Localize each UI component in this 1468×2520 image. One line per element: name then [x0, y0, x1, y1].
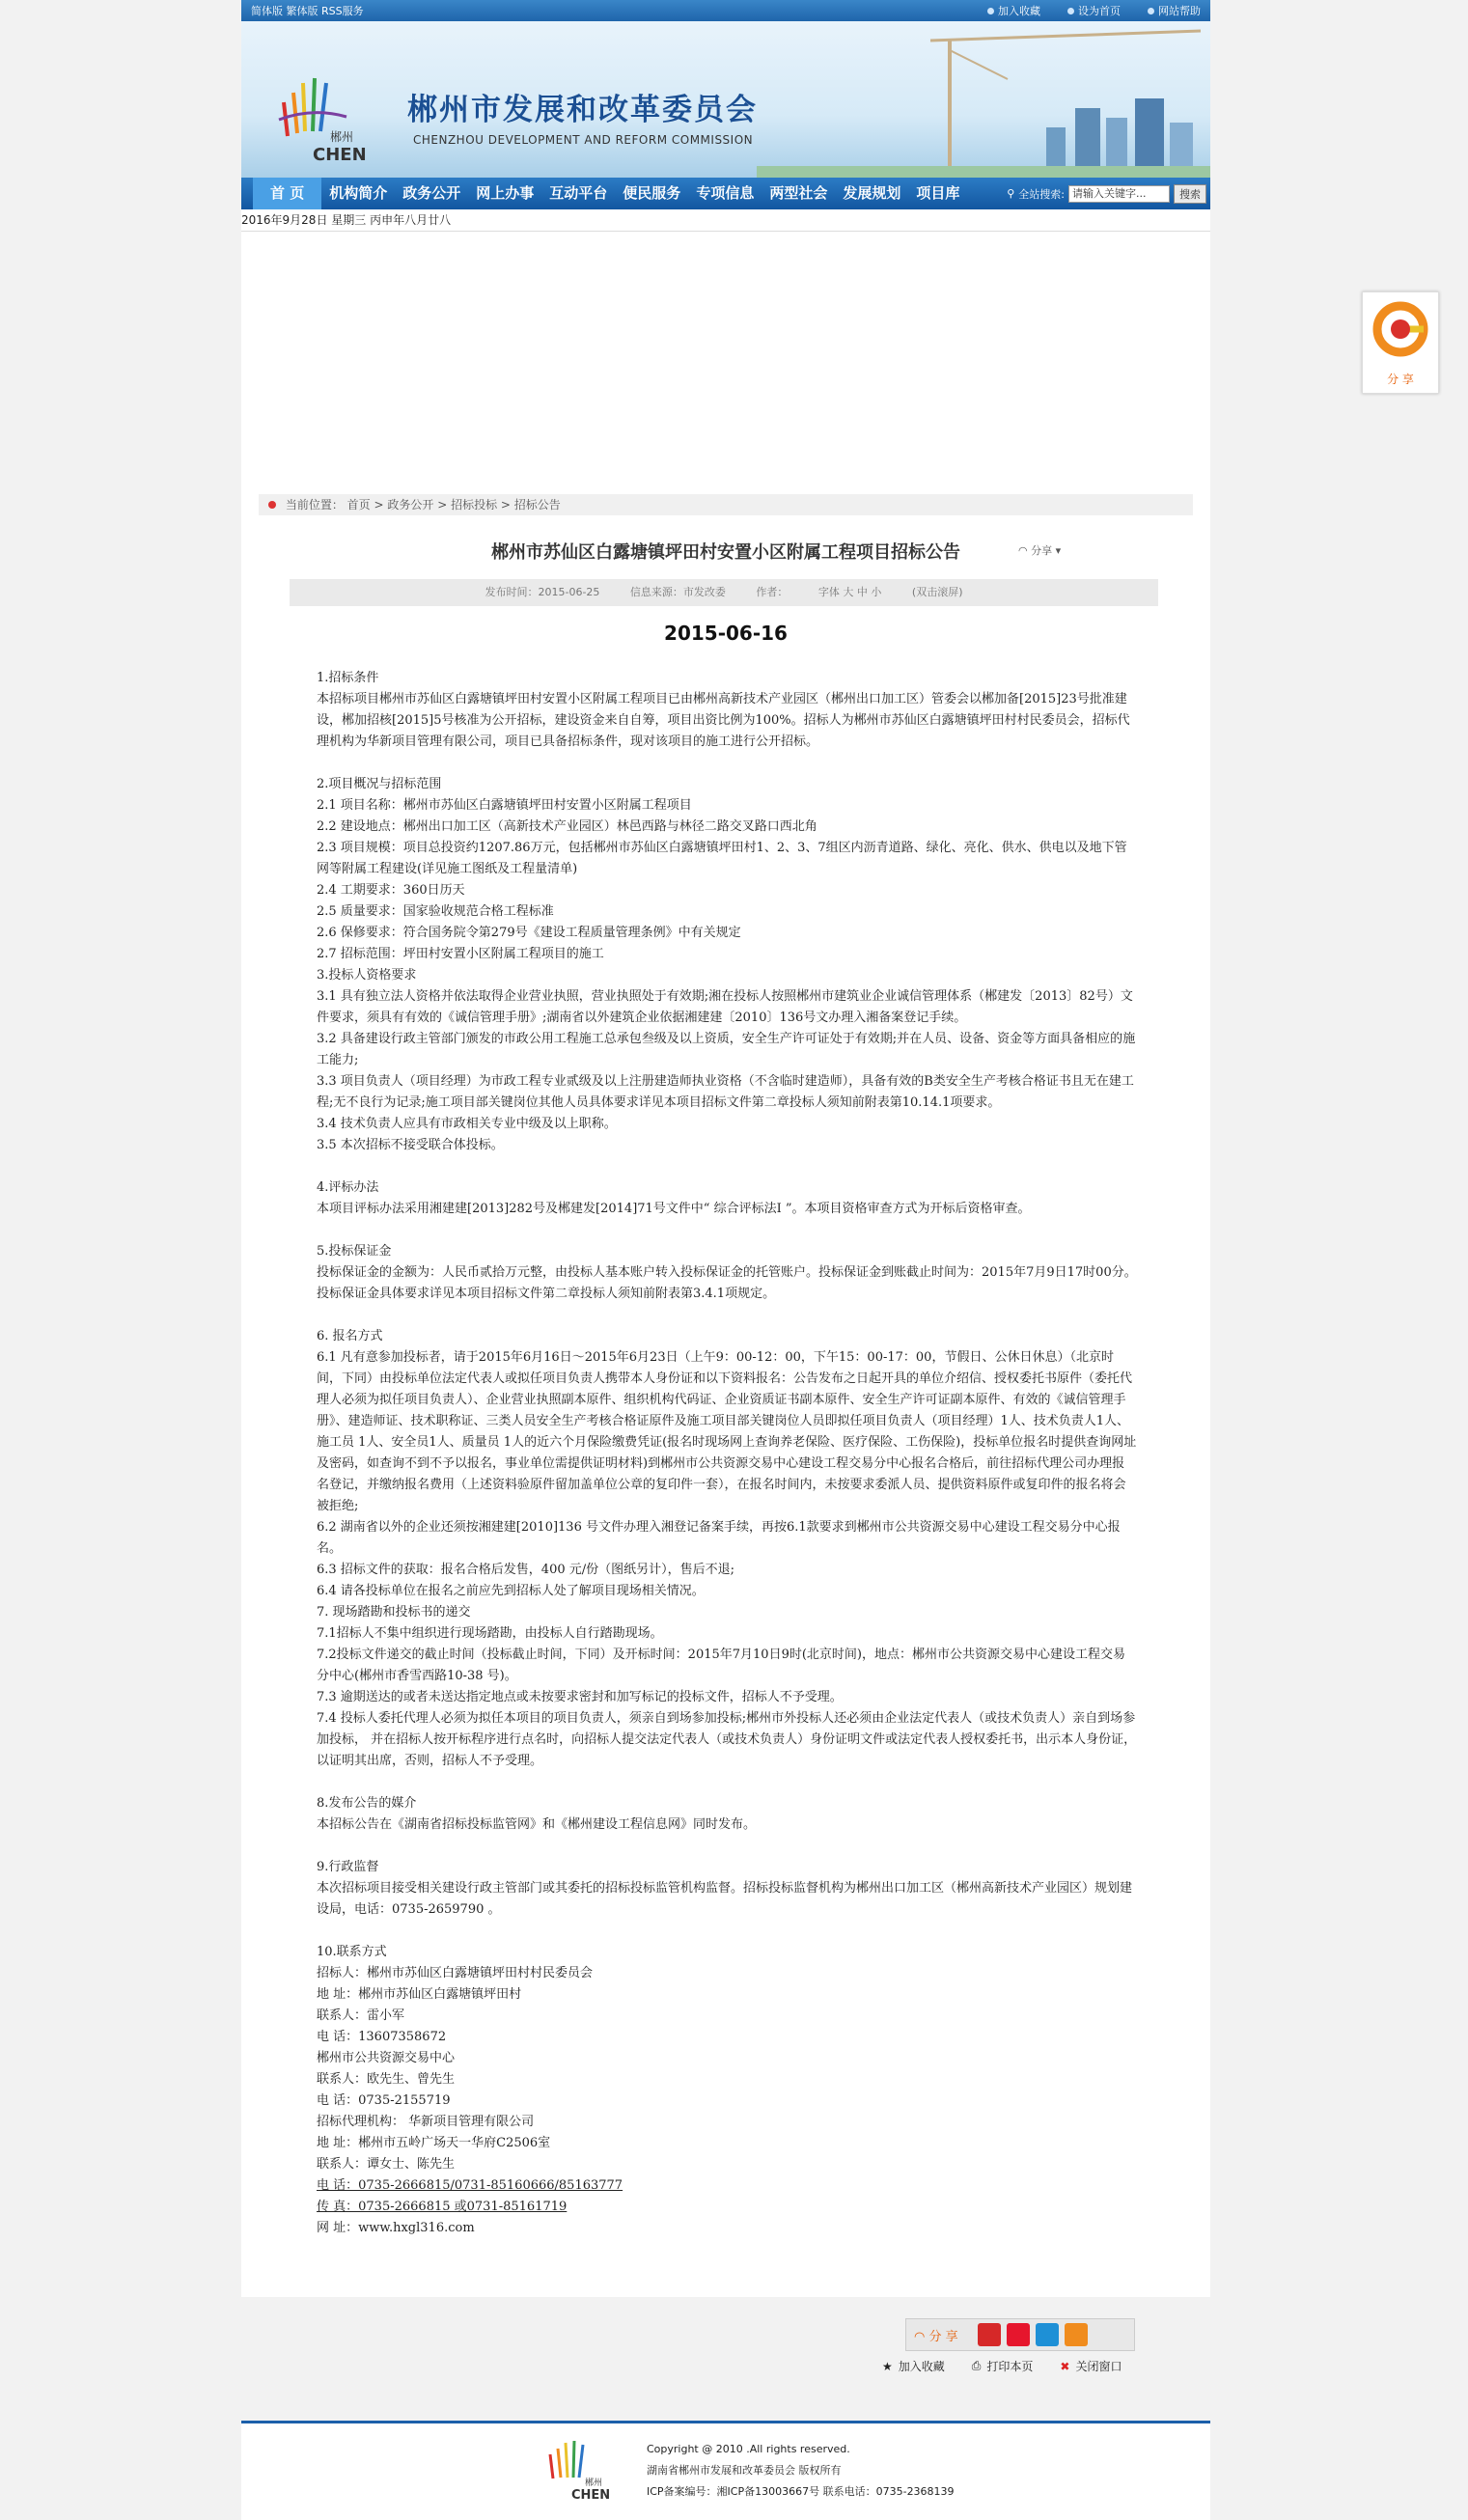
paragraph: 3.2 具备建设行政主管部门颁发的市政公用工程施工总承包叁级及以上资质，安全生产许可证处于有效期;并在人员、设备、资金等方面具备相应的施工能力;: [317, 1032, 1136, 1067]
breadcrumb-bidding[interactable]: 招标投标: [451, 498, 498, 512]
date-bar: 2016年9月28日 星期三 丙申年八月廿八: [241, 209, 1210, 232]
share-bar: [905, 2318, 1135, 2351]
paragraph: 2.3 项目规模：项目总投资约1207.86万元，包括郴州市苏仙区白露塘镇坪田村1、2、3、7组区内沥青道路、绿化、亮化、供水、供电以及地下管网等附属工程建设(详见施工图纸及工程量清单): [317, 841, 1127, 876]
language-links[interactable]: 简体版 繁体版 RSS服务: [251, 5, 364, 17]
nav-two-type-society[interactable]: 两型社会: [769, 184, 828, 202]
close-icon: ✖: [1060, 2359, 1070, 2373]
site-search: [1007, 184, 1210, 204]
paragraph: 3.4 技术负责人应具有市政相关专业中级及以上职称。: [317, 1117, 617, 1131]
close-window-button[interactable]: ✖ 关闭窗口: [1060, 2359, 1122, 2373]
svg-text:CHEN: CHEN: [313, 145, 367, 165]
nav-public-services[interactable]: 便民服务: [623, 184, 681, 202]
paragraph: 本招标项目郴州市苏仙区白露塘镇坪田村安置小区附属工程项目已由郴州高新技术产业园区（郴州出口加工区）管委会以郴加备[2015]23号批准建设，郴加招核[2015]5号核准为公开招标，建设资金来自自筹，项目出资比例为100%。招标人为郴州市苏仙区白露塘镇坪田村村民委员会，招标代理机构为华新项目管理有限公司，项目已具备招标条件，现对该项目的施工进行公开招标。: [317, 692, 1130, 749]
double-click-scroll: (双击滚屏): [911, 586, 963, 598]
city-skyline-image: [757, 21, 1210, 178]
footer: [241, 2421, 1210, 2520]
footer-text: [647, 2439, 955, 2503]
share-renren-icon[interactable]: [978, 2323, 1001, 2346]
add-favorite-link[interactable]: 加入收藏: [987, 3, 1040, 18]
print-icon: ⎙: [971, 2359, 982, 2372]
article-title: 郴州市苏仙区白露塘镇坪田村安置小区附属工程项目招标公告: [491, 542, 960, 563]
contact-line: 联系人：雷小军: [317, 2008, 405, 2023]
paragraph: 6.1 凡有意参加投标者，请于2015年6月16日～2015年6月23日（上午9：00-12：00，下午15：00-17：00，节假日、公休日休息）（北京时间，下同）由投标单位法定代表人或拟任项目负责人携带本人身份证和以下资料报名：公告发布之日起开具的单位介绍信、授权委托书原件（委托代理人必须为拟任项目负责人）、企业营业执照副本原件、组织机构代码证、企业资质证书副本原件、安全生产许可证副本原件、有效的《诚信管理手册》、建造师证、技术职称证、三类人员安全生产考核合格证原件及施工项目部关键岗位人员即拟任项目负责人（项目经理）1人、技术负责人1人、施工员 1人、安全员1人、质量员 1人的近六个月保险缴费凭证(报名时现场网上查询养老保险、医疗保险、工伤保险)，投标单位报名时提供查询网址及密码，如查询不到不予以报名，事业单位需提供证明材料)到郴州市公共资源交易中心建设工程交易分中心报名合格后，前往招标代理公司办理报名登记，并缴纳报名费用（上述资料验原件留加盖单位公章的复印件一套），在报名时间内，未按要求委派人员、提供资料原件或复印件的报名将会被拒绝;: [317, 1350, 1137, 1513]
paragraph: 2.6 保修要求：符合国务院令第279号《建设工程质量管理条例》中有关规定: [317, 926, 741, 940]
contact-line: 电 话：0735-2155719: [317, 2093, 451, 2108]
top-bar: [241, 0, 1210, 21]
share-icon: ◠: [1018, 544, 1028, 557]
breadcrumb-government-affairs[interactable]: 政务公开: [387, 498, 434, 512]
paragraph: 7.3 逾期送达的或者未送达指定地点或未按要求密封和加写标记的投标文件，招标人不予受理。: [317, 1690, 843, 1704]
section-title: 8.发布公告的媒介: [317, 1796, 417, 1811]
bullet-icon: [1067, 8, 1074, 14]
contact-line: 电 话：13607358672: [317, 2030, 447, 2044]
paragraph: 本项目评标办法采用湘建建[2013]282号及郴建发[2014]71号文件中“ 综合评标法Ⅰ ”。本项目资格审查方式为开标后资格审查。: [317, 1202, 1031, 1216]
bullet-icon: [987, 8, 994, 14]
section-title: 5.投标保证金: [317, 1244, 392, 1259]
paragraph: 本次招标项目接受相关建设行政主管部门或其委托的招标投标监管机构监督。招标投标监督机构为郴州出口加工区（郴州高新技术产业园区）规划建设局，电话：0735-2659790 。: [317, 1881, 1133, 1917]
print-button[interactable]: ⎙ 打印本页: [971, 2359, 1034, 2373]
site-title-english: CHENZHOU DEVELOPMENT AND REFORM COMMISSION: [413, 133, 754, 147]
paragraph: 3.5 本次招标不接受联合体投标。: [317, 1138, 504, 1152]
paragraph: 2.2 建设地点：郴州出口加工区（高新技术产业园区）林邑西路与林径二路交叉路口西北角: [317, 819, 817, 834]
paragraph: 6.3 招标文件的获取：报名合格后发售，400 元/份（图纸另计），售后不退;: [317, 1563, 735, 1577]
section-title: 1.招标条件: [317, 671, 379, 685]
section-title: 6. 报名方式: [317, 1329, 383, 1343]
paragraph: 3.1 具有独立法人资格并依法取得企业营业执照，营业执照处于有效期;湘在投标人按照郴州市建筑业企业诚信管理体系（郴建发〔2013〕82号）文件要求，须具有有效的《诚信管理手册》;湖南省以外建筑企业依据湘建建〔2010〕136号文办理入湘备案登记手续。: [317, 989, 1133, 1025]
site-title: 郴州市发展和改革委员会: [407, 93, 758, 127]
font-size-controls[interactable]: 字体 大 中 小: [817, 586, 882, 598]
floating-share-box[interactable]: [1362, 291, 1439, 394]
section-title: 9.行政监督: [317, 1860, 379, 1874]
icp-info: ICP备案编号：湘ICP备13003667号 联系电话：0735-2368139: [647, 2485, 955, 2498]
page-wrapper: [241, 0, 1210, 2503]
section-title: 3.投标人资格要求: [317, 968, 417, 983]
breadcrumb-bid-notice[interactable]: 招标公告: [513, 498, 561, 512]
article-meta: [290, 579, 1158, 606]
publish-time: 发布时间：2015-06-25: [485, 586, 600, 598]
owner: 湖南省郴州市发展和改革委员会 版权所有: [647, 2464, 842, 2477]
svg-text:CHEN: CHEN: [571, 2488, 611, 2503]
search-label: 全站搜索:: [1018, 187, 1065, 201]
section-title: 2.项目概况与招标范围: [317, 777, 442, 791]
add-favorite-button[interactable]: ★ 加入收藏: [882, 2359, 945, 2373]
paragraph: 投标保证金的金额为：人民币贰拾万元整，由投标人基本账户转入投标保证金的托管账户。投标保证金到账截止时间为：2015年7月9日17时00分。投标保证金具体要求详见本项目招标文件第二章投标人须知前附表第3.4.1项规定。: [317, 1265, 1137, 1301]
paragraph: 3.3 项目负责人（项目经理）为市政工程专业贰级及以上注册建造师执业资格（不含临时建造师），具备有效的B类安全生产考核合格证书且无在建工程;无不良行为记录;施工项目部关键岗位其他人员具体要求详见本项目招标文件第二章投标人须知前附表第10.14.1项要求。: [317, 1074, 1134, 1110]
nav-online-services[interactable]: 网上办事: [476, 184, 535, 202]
help-link[interactable]: 网站帮助: [1148, 3, 1201, 18]
contact-line: 传 真：0735-2666815 或0731-85161719: [317, 2200, 568, 2214]
nav-about[interactable]: 机构简介: [329, 184, 388, 202]
contact-line: 电 话：0735-2666815/0731-85160666/85163777: [317, 2178, 623, 2193]
share-weibo-icon[interactable]: [1007, 2323, 1030, 2346]
search-input[interactable]: 请输入关键字...: [1068, 185, 1170, 203]
share-dropdown[interactable]: ◠ 分享 ▾: [1018, 544, 1062, 557]
paragraph: 2.4 工期要求：360日历天: [317, 883, 465, 898]
svg-text:郴州: 郴州: [330, 130, 354, 144]
paragraph: 7.4 投标人委托代理人必须为拟任本项目的项目负责人，须亲自到场参加投标;郴州市外投标人还必须由企业法定代表人（或技术负责人）亲自到场参加投标， 并在招标人按开标程序进行点名时，向招标人提交法定代表人（或技术负责人）身份证明文件或法定代表人授权委托书，出示本人身份证，以证明其出席，否则，招标人不予受理。: [317, 1711, 1137, 1768]
paragraph: 6.4 请各投标单位在报名之前应先到招标人处了解项目现场相关情况。: [317, 1584, 705, 1598]
contact-line: 招标人：郴州市苏仙区白露塘镇坪田村村民委员会: [317, 1966, 594, 1980]
section-title: 7. 现场踏勘和投标书的递交: [317, 1605, 471, 1620]
share-logo-icon: [1363, 292, 1438, 368]
favorite-icon: ★: [882, 2359, 893, 2373]
nav-development-planning[interactable]: 发展规划: [843, 184, 901, 202]
paragraph: 2.5 质量要求：国家验收规范合格工程标准: [317, 904, 554, 919]
article-body: [317, 668, 1137, 2239]
search-icon: ⚲: [1007, 187, 1015, 200]
contact-line: 网 址：www.hxgl316.com: [317, 2221, 475, 2235]
paragraph: 7.2投标文件递交的截止时间（投标截止时间，下同）及开标时间：2015年7月10日9时(北京时间)，地点：郴州市公共资源交易中心建设工程交易分中心(郴州市香雪西路10-38 号)。: [317, 1648, 1125, 1683]
set-homepage-link[interactable]: 设为首页: [1067, 3, 1121, 18]
bullet-icon: [1148, 8, 1154, 14]
contact-line: 地 址：郴州市五岭广场天一华府C2506室: [317, 2136, 551, 2150]
share-qq-icon[interactable]: [1036, 2323, 1059, 2346]
share-label: 分 享: [1387, 373, 1414, 386]
info-source: 信息来源：市发改委: [629, 586, 726, 598]
breadcrumb: 当前位置： 首页 > 政务公开 > 招标投标 > 招标公告: [259, 494, 1193, 515]
paragraph: 2.7 招标范围：坪田村安置小区附属工程项目的施工: [317, 947, 604, 961]
copyright: Copyright @ 2010 .All rights reserved.: [647, 2443, 850, 2455]
paragraph: 6.2 湖南省以外的企业还须按湘建建[2010]136 号文件办理入湘登记备案手续，再按6.1款要求到郴州市公共资源交易中心建设工程交易分中心报名。: [317, 1520, 1121, 1556]
contact-line: 联系人：欧先生、曾先生: [317, 2072, 456, 2087]
nav-home[interactable]: 首 页: [253, 178, 321, 209]
contact-line: 联系人：谭女士、陈先生: [317, 2157, 456, 2172]
main-nav: [241, 178, 1210, 209]
article-tools: [882, 2358, 1122, 2374]
search-button[interactable]: 搜索: [1174, 184, 1206, 204]
location-icon: [268, 501, 276, 509]
paragraph: 本招标公告在《湖南省招标投标监管网》和《郴州建设工程信息网》同时发布。: [317, 1817, 757, 1832]
contact-line: 地 址：郴州市苏仙区白露塘镇坪田村: [317, 1987, 522, 2002]
nav-special-info[interactable]: 专项信息: [696, 184, 755, 202]
header-banner: [241, 21, 1210, 178]
section-title: 10.联系方式: [317, 1945, 387, 1959]
nav-government-affairs[interactable]: 政务公开: [402, 184, 461, 202]
author: 作者：: [756, 586, 789, 598]
site-logo[interactable]: [274, 64, 390, 170]
section-title: 4.评标办法: [317, 1180, 379, 1195]
contact-line: 招标代理机构： 华新项目管理有限公司: [317, 2115, 535, 2129]
contact-line: 郴州市公共资源交易中心: [317, 2051, 456, 2065]
share-label[interactable]: ◠ 分 享: [914, 2329, 958, 2344]
footer-logo: [542, 2435, 620, 2505]
svg-text:郴州: 郴州: [585, 2478, 603, 2488]
share-logo-icon: ◠: [914, 2329, 926, 2344]
nav-interaction[interactable]: 互动平台: [549, 184, 608, 202]
article-date: 2015-06-16: [664, 622, 788, 645]
share-more-icon[interactable]: [1065, 2323, 1088, 2346]
breadcrumb-label: 当前位置：: [285, 498, 344, 512]
nav-project-library[interactable]: 项目库: [916, 184, 960, 202]
paragraph: 2.1 项目名称：郴州市苏仙区白露塘镇坪田村安置小区附属工程项目: [317, 798, 692, 813]
paragraph: 7.1招标人不集中组织进行现场踏勘，由投标人自行踏勘现场。: [317, 1626, 663, 1641]
breadcrumb-home[interactable]: 首页: [346, 498, 371, 512]
